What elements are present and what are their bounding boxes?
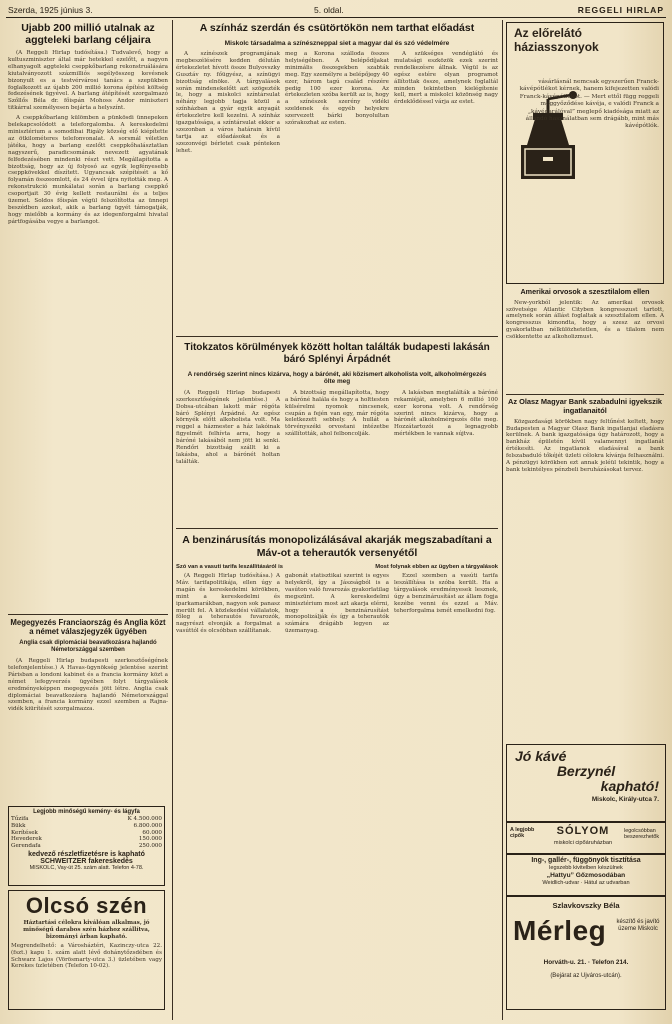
ad-address: Miskolc, Király-utca 7. [591, 796, 659, 803]
table-row [11, 843, 162, 850]
article-subtitle: Most folynak ebben az ügyben a tárgyalások [375, 564, 498, 570]
article-col: A szükséges vendéglátó és mulatsági eszközök ezek szerint rendelkezésre állnak. Végül is az egész estére olyan programot állítottak össze, amelynek foglaltál minden tekintetben kielégítenie kell, mert a miskolci közönség nagy érdeklődéssel várja az estet. [394, 51, 498, 106]
article-body: A cseppkőbarlang külömben a pünkösdi ünnepeken belekapcsolódott a teleforgalomba. A kereskedelmi minisztérium a somodibai Rigály község elő kiépítette az ötkilométeres telefonvonalat. A sorsmál véletlen játéka, hogy a barlang ezelőtt cseppkőhalásztatlan nagyszerű, paradicsomának nevezett agyatának felfedezésében mindenki részt vett. Megállapította a bizottság, hogy az új folyosó az egyik legfényesebb cseppkövekkel díszített. Ugyancsak szépítését a kő folyamán összeomlott, és 24 évvel újra nyitották meg. A rekonstrukció munkálatai során a barlang cseppkő csoportjait 30 évig kellett restaurálni és a teljes üzemet. Soldos főispán végül felszólította az ünnepi beszédben azokat, akik a barlang ügyét támogatják, hogy mielőbb a kormány és az idegenforgalmi hivatal pártfogásába vegye a barlangot. [8, 115, 168, 225]
article-title: Megegyezés Franciaország és Anglia közt a német válaszjegyzék ügyében [10, 618, 166, 636]
article-amerika [506, 288, 664, 398]
ad-top: Szlavkovszky Béla [552, 901, 620, 910]
ad-line: Berzynél [556, 763, 616, 779]
ad-right: készítő és javító üzeme Miskolc [616, 919, 660, 933]
ad-address: Megrendelhető: a Városháztéri, Kazinczy-utca 22. (fszt.) kapu 1. szám alatt lévő dohánytőzsdében és Schwarz Lajos (Vörösmarty-utca 3.) üzletében vagy Kerekes üzletében (Telefon 10-02). [11, 942, 162, 970]
table-row [11, 823, 162, 830]
table-row [11, 836, 162, 843]
article-columns [176, 573, 498, 635]
ad-address: Horváth-u. 21. · Telefon 214. [543, 959, 629, 966]
ad-left: A legjobb cipők [510, 827, 535, 840]
ad-right: legolcsóbban beszerezhetők [624, 828, 660, 841]
header-date: Szerda, 1925 június 3. [8, 5, 93, 15]
section-rule [8, 614, 168, 615]
ad-title: Olcsó szén [25, 893, 148, 918]
item-name: Hevederek [11, 836, 42, 843]
article-splenyi [176, 342, 498, 522]
ad-address: MISKOLC, Vay-út 25. szám alatt. Telefon 4-78. [29, 864, 144, 871]
article-col: meg a Korona szálloda összes helyiségében. A belépődíjakat minimális összegekben szabták meg. Egy személyre a belépőjegy 40 ezer, három tagú család részére pedig 100 ezer korona. Az értekezleten szóba került az is, hogy a színészek szerény vidéki szeldenek és egyéb helyekre szervezett bárki bonyolultan szórakozhat az esten. [285, 51, 389, 127]
article-col: A színészek programjának megbeszélésére kedden délután értekezletet hívott össze Bulyovszky Gusztáv ny. főügyész, a színügyi bizottság elnöke. A tárgyalások során mindenekelőtt azt szögezték le, hogy a miskolci színtársulat néhány legjobb tagja közül a színházban a gyár egyik anyagát értekezletre kell kezelni. A színház igazgatósága, a színtársulat ekkor a szezonban a város határain kívül tartja az előadásokat és a szezonvégi bérletet csak pénteken lehet. [176, 51, 280, 154]
ad-olcso-szen [8, 890, 165, 1010]
article-body: Közgazdasági körökben nagy feltűnést keltett, hogy Budapesten a Magyar Olasz Bank ingatlanjai eladásra kerülnek. A bank igazgatósága úgy határozott, hogy a bankház épületén kívül valamennyi ingatlanát értékesíti. Az ingatlanok eladásával a bank felszabaduló tőkéjét üzleti célokra kívánja felhasználni. A pénzügyi körökben ezt annak jeléül tekintik, hogy a bank tekintélyes pénzbeli beruházásokat tervez. [506, 418, 664, 473]
ad-solyom [506, 822, 666, 854]
article-francia [8, 618, 168, 818]
article-subtitles [176, 564, 498, 570]
article-bank [506, 398, 664, 738]
article-benzin [176, 534, 498, 1016]
article-szinhaz [176, 22, 498, 342]
article-col: (A Reggeli Hirlap tudósítása.) A Máv. tarifapolitikája, ellen úgy a magán és kereskedelmi körökben, mint a kereskedelmi és iparkamarákban, nagyon sok panasz merült fel. A közlekedési vállalatok, főleg a teherautós fuvarozók, nagyrészt elvonják a forgalmat a vasúttól és olcsóbban szállítanak. [176, 573, 280, 635]
item-name: Tűzifa [11, 816, 29, 822]
header-masthead: REGGELI HIRLAP [577, 5, 664, 15]
ad-brand: „Hattyu” Gőzmosodában [546, 872, 626, 879]
ad-address: Weidlich-udvar · Hátul az udvarban [542, 880, 630, 886]
article-title: Titokzatos körülmények között holtan találták budapesti lakásán báró Splényi Árpádnét [184, 342, 490, 365]
ad-berzy-kave [506, 744, 666, 822]
ad-footer: (Bejárat az Ujváros-utcán). [550, 973, 622, 979]
section-rule [506, 394, 664, 395]
ad-hattyu [506, 854, 666, 896]
ad-schweitzer [8, 806, 165, 886]
item-name: Bükk [11, 822, 26, 829]
section-rule [176, 528, 498, 529]
article-body: (A Reggeli Hirlap budapesti szerkesztőségének telefonjelentése.) A Havas-ügynökség jelentése szerint Párisban a londoni kabinet és a francia kormány közt a német lefegyverzés ügyében folyt tárgyalások eredményeképpen megegyezés jött létre. Anglia csak diplomáciai beavatkozásra hajlandó Németországgal szemben, a francia kormány ezzel szemben a Rajna-vidék kiürítését szorgalmazza. [8, 658, 168, 713]
article-barlang [8, 22, 168, 610]
ad-title: Az előrelátó háziasszonyok [514, 26, 599, 54]
price-table [11, 816, 162, 850]
item-price: 6.800.000 [133, 822, 162, 829]
column-rule [172, 20, 173, 1020]
section-rule [176, 336, 498, 337]
column-rule [502, 20, 503, 1020]
ad-name: SÓLYOM [556, 825, 610, 837]
ad-franck [506, 22, 664, 284]
article-columns [176, 390, 498, 466]
article-col: A lakásban megtalálták a báróné rekamiéját, amelyben 6 millió 100 ezer korona volt. A rendőrség szerint nincs kizárva, hogy a bárónét alkoholmérgezés ölte meg. Hozzátartozói a legnagyobb mértékben le vannak sújtva. [394, 389, 498, 438]
article-title: Amerikai orvosok a szesztilalom ellen [520, 288, 650, 296]
item-price: K 4.500.000 [127, 816, 162, 822]
article-title: Az Olasz Magyar Bank szabadulni igyekszik ingatlanaitól [507, 398, 663, 415]
ad-tagline: miskolci cipőáruházban [553, 840, 613, 846]
ad-merleg [506, 896, 666, 1010]
table-row [11, 816, 162, 823]
ad-body: legszebb kivitelben készülnek [549, 865, 623, 871]
ad-body: vásárlásnál nemcsak egyszerűen Franck-kávépótlékot kérnek, hanem kifejezetten valódi Franck-kávépótlékot. — Mert ettől függ reggeli meggyőződése kávéja, e valódi Franck a „kávédarálóval” meglepő kiadósága miatt az állandó használatban sem drágább, mint más kávépótlók. [519, 79, 659, 130]
ad-name: Mérleg [513, 915, 607, 946]
article-title: A benzinárusítás monopolizálásával akarják megszabadítani a Máv-ot a teherautók versenyétől [182, 534, 492, 559]
article-subtitle: A rendőrség szerint nincs kizárva, hogy a bárónét, aki közismert alkoholista volt, alkoholmérgezés ölte meg [187, 371, 487, 386]
ad-body: Háztartási célokra kiválóan alkalmas, jó minőségű darabos szén házhoz szállítva, bizományi árban kapható. [23, 920, 150, 940]
article-col: (A Reggeli Hirlap budapesti szerkesztőségének jelentése.) A Dobsa-utcában lakott már régóta báró Splényi Árpádné. Az egész környék előtt alkoholista volt. Ma reggel a házmester a ház lakóinak figyelmét felhívta arra, hogy a báróné lakásából nem jött ki senki. Rendőri bizottság szállt ki a lakásba, ahol a bárónét holtan találták. [176, 389, 280, 465]
page-header [6, 4, 666, 18]
article-col: A bizottság megállapította, hogy a báróné halála és hogy a holttesten külsérelmi nyomok nincsenek, csupán a fején van egy, már régóta keletkezett sebhely. A hullát a törvényszéki orvostani intézetbe szállították, ahol felboncolják. [285, 389, 389, 438]
ad-company: SCHWEITZER fakereskedés [40, 857, 133, 865]
article-col: gabonát statisztikai szerint is egyes helyekről, így a Jászságból is a vasúton való fuvarozás gyakorlatilag megszünt. A kereskedelmi minisztérium most azt akarja elérni, hogy a benzinárusítást monopolizálják és így a teherautók számára drágább legyen az üzemanyag. [285, 573, 389, 635]
article-title: A színház szerdán és csütörtökön nem tarthat előadást [199, 22, 475, 34]
article-subtitle: Miskolc társadalma a színészneppal siet a magyar dal és szó védelmére [224, 40, 450, 47]
article-body: New-yorkból jelentik: Az amerikai orvosok szövetsége Atlantic Cityben kongresszust tartott, amelynek során állást foglaltak a szesztilalom ellen. A kongresszus kimondta, hogy a szesz az orvosi gyakorlatban nélkülözhetetlen, és a tilalom nem csökkentette az alkoholizmust. [506, 299, 664, 341]
article-subtitle: Anglia csak diplomáciai beavatkozásra hajlandó Németországgal szemben [19, 640, 157, 653]
item-name: Gerendafa [11, 843, 41, 850]
item-name: Kerítések [11, 829, 38, 836]
ad-line: Jó kávé [515, 748, 567, 764]
article-title: Ujabb 200 millió utalnak az aggteleki barlang céljaira [21, 22, 155, 46]
item-price: 250.000 [138, 843, 162, 850]
article-col: Ezzel szemben a vasúti tarifa leszállítása is szóba került. Ha a tárgyalások eredményesek lesznek, úgy a benzinárusítást az állam fogja kezébe venni és ezzel a Máv. teherforgalma ismét emelkedni fog. [394, 573, 498, 614]
table-row [11, 830, 162, 837]
article-subtitle: Szó van a vasuti tarifa leszállításáról is [176, 564, 283, 570]
header-page-number: 5. oldal. [314, 5, 344, 15]
item-price: 60.000 [142, 829, 162, 836]
article-columns [176, 51, 498, 155]
ad-title: Ing-, gallér-, függönyök tisztítása [531, 857, 641, 864]
item-price: 150.000 [138, 836, 162, 843]
article-lead: (A Reggeli Hirlap tudósítása.) Tudvalevő, hogy a kultuszminiszter által már hetekkel ezelőtt, a nagyon elhanyagolt aggteleki cseppkőbarlang rekonstruálására kiutalványozott százmilliós segélyösszeg kevésnek bizonyult es a testvérvárosi tanács a szepükben foglalkozott az újabb 200 millió korona építési költség fedezésének ügyével. A barlang átépítését szorgalmazó Szőllős Béla dr. főispán Mohoss Andor miniszteri titkárral személyesen bejárta a helyszínt. [8, 50, 168, 112]
ad-title: Legjobb minőségű kemény- és lágyfa [33, 809, 140, 815]
ad-line: kapható! [600, 778, 659, 794]
ad-footer: kedvező részletfizetésre is kapható [28, 850, 145, 858]
